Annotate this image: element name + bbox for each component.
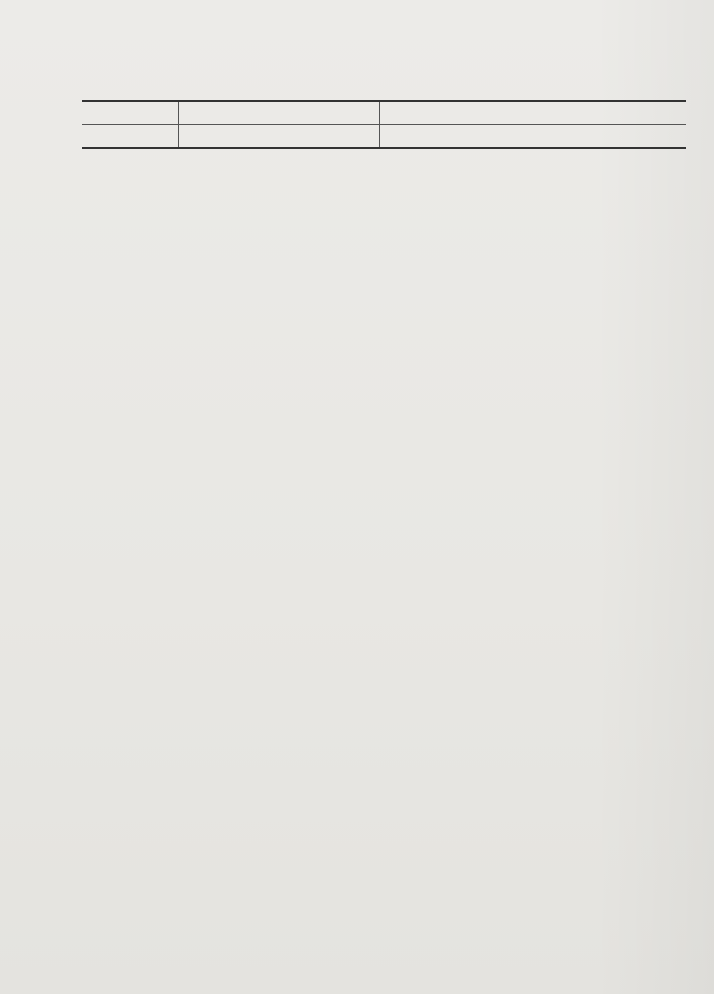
table-row [82,125,686,149]
table-header-row [82,101,686,125]
page-content [82,74,686,157]
comparison-table [82,100,686,149]
header-smart-name [179,101,380,125]
cell-code [82,125,179,149]
header-scholar-name [380,101,687,125]
cell-scholar-name [380,125,687,149]
cell-smart-name [179,125,380,149]
header-code [82,101,179,125]
table-caption [82,78,686,100]
